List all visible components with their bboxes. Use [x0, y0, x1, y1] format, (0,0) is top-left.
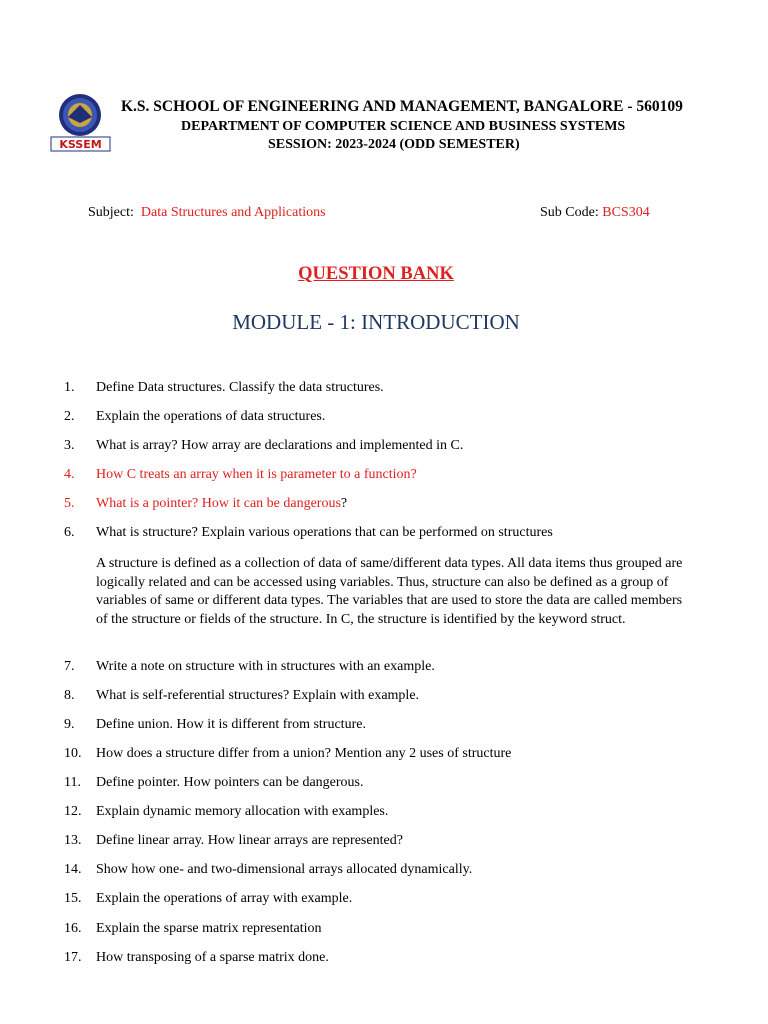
question-item: [64, 467, 417, 483]
question-item: [64, 380, 384, 396]
page-title: QUESTION BANK: [298, 264, 454, 284]
question-item: [64, 891, 352, 907]
question-item: [64, 409, 325, 425]
question-item: [64, 950, 329, 966]
question-text: How C treats an array when it is parameter to a function?: [96, 467, 417, 482]
question-suffix: ?: [340, 496, 348, 511]
question-text: Define pointer. How pointers can be dangerous.: [96, 775, 364, 790]
question-number: 14.: [64, 862, 82, 877]
question-text: How transposing of a sparse matrix done.: [96, 950, 329, 965]
question-number: 6.: [64, 525, 75, 540]
subcode-line: [540, 205, 650, 221]
question-text: What is a pointer? How it can be dangerous: [96, 496, 341, 511]
question-number: 15.: [64, 891, 82, 906]
question-text: What is structure? Explain various operations that can be performed on structures: [96, 525, 553, 540]
question-text: Show how one- and two-dimensional arrays allocated dynamically.: [96, 862, 473, 877]
question-text: Explain the operations of array with example.: [96, 891, 353, 906]
question-item: [64, 804, 388, 820]
subcode-label: Sub Code:: [540, 205, 599, 220]
question-text: Define linear array. How linear arrays are represented?: [96, 833, 403, 848]
question-number: 9.: [64, 717, 75, 732]
question-text: Explain dynamic memory allocation with examples.: [96, 804, 389, 819]
question-text: What is array? How array are declarations and implemented in C.: [96, 438, 464, 453]
question-text: Explain the sparse matrix representation: [96, 921, 322, 936]
question-item: [64, 921, 321, 937]
question-text: Define union. How it is different from structure.: [96, 717, 366, 732]
question-item: [64, 862, 472, 878]
question-text: Write a note on structure with in structures with an example.: [96, 659, 435, 674]
question-number: 13.: [64, 833, 82, 848]
module-title: MODULE - 1: INTRODUCTION: [232, 310, 520, 334]
question-number: 12.: [64, 804, 82, 819]
question-number: 10.: [64, 746, 82, 761]
subject-value: Data Structures and Applications: [140, 205, 326, 220]
institution-name: K.S. SCHOOL OF ENGINEERING AND MANAGEMENT, BANGALORE - 560109: [121, 98, 683, 115]
kssem-logo: [50, 93, 112, 153]
department-name: DEPARTMENT OF COMPUTER SCIENCE AND BUSINESS SYSTEMS: [181, 119, 626, 134]
question-item: [64, 775, 363, 791]
question-item: [64, 525, 553, 541]
question-number: 3.: [64, 438, 75, 453]
subcode-value: BCS304: [602, 205, 650, 220]
question-number: 5.: [64, 496, 75, 511]
question-item: [64, 833, 403, 849]
kssem-emblem-icon: [50, 93, 112, 153]
logo-text: KSSEM: [59, 138, 102, 151]
subject-line: [88, 205, 326, 221]
question-text: Define Data structures. Classify the data structures.: [96, 380, 384, 395]
question-item: [64, 746, 511, 762]
question-number: 17.: [64, 950, 82, 965]
question-text: What is self-referential structures? Explain with example.: [96, 688, 420, 703]
question-item: [64, 717, 366, 733]
question-number: 11.: [64, 775, 81, 790]
question-text: How does a structure differ from a union? Mention any 2 uses of structure: [96, 746, 512, 761]
question-item: [64, 659, 435, 675]
structure-answer: A structure is defined as a collection of data of same/different data types. All data items thus grouped are logically related and can be accessed using variables. Thus, structure can also be defined as a group of variables of same or different data types. The variables that are used to store the data are called members of the structure or fields of the structure. In C, the structure is identified by the keyword struct.: [96, 556, 683, 627]
question-number: 8.: [64, 688, 75, 703]
question-item: [64, 438, 463, 454]
question-item: [64, 688, 419, 704]
question-number: 4.: [64, 467, 75, 482]
subject-label: Subject:: [88, 205, 134, 220]
question-number: 2.: [64, 409, 75, 424]
question-item: [64, 496, 347, 512]
session-line: SESSION: 2023-2024 (ODD SEMESTER): [268, 137, 520, 152]
question-number: 1.: [64, 380, 75, 395]
question-number: 7.: [64, 659, 75, 674]
question-number: 16.: [64, 921, 82, 936]
question-text: Explain the operations of data structures.: [96, 409, 326, 424]
